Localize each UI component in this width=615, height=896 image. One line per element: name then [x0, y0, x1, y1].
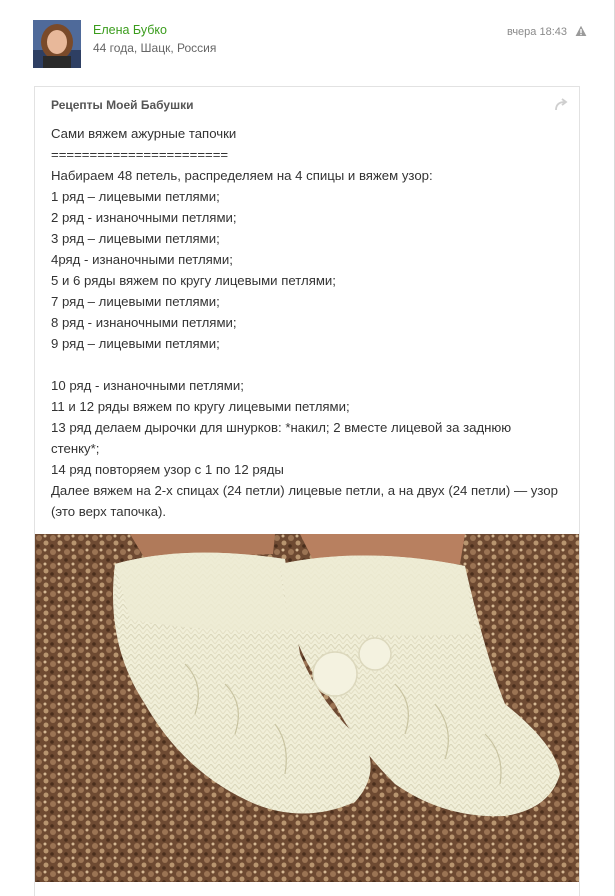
post-line: 8 ряд - изнаночными петлями; — [51, 315, 237, 330]
share-arrow-icon[interactable] — [553, 97, 569, 113]
group-title-link[interactable]: Рецепты Моей Бабушки — [51, 98, 194, 112]
post-line: Набираем 48 петель, распределяем на 4 спицы и вяжем узор: — [51, 168, 433, 183]
post-line: 5 и 6 ряды вяжем по кругу лицевыми петлями; — [51, 273, 336, 288]
warning-triangle-icon[interactable] — [575, 24, 587, 36]
post-line: 7 ряд – лицевыми петлями; — [51, 294, 220, 309]
post-author-header — [33, 20, 593, 72]
post-timestamp: вчера 18:43 — [506, 26, 567, 38]
post-line: Далее вяжем на 2-х спицах (24 петли) лицевые петли, а на двух (24 петли) — узор (это верх тапочка). — [51, 483, 558, 519]
post-line: 3 ряд – лицевыми петлями; — [51, 231, 220, 246]
post-line: 14 ряд повторяем узор с 1 по 12 ряды — [51, 462, 284, 477]
post-line: 11 и 12 ряды вяжем по кругу лицевыми петлями; — [51, 399, 350, 414]
post-line: 13 ряд делаем дырочки для шнурков: *накил; 2 вместе лицевой за заднюю стенку*; — [51, 420, 512, 456]
post-line: 2 ряд - изнаночными петлями; — [51, 210, 237, 225]
post-line: 9 ряд – лицевыми петлями; — [51, 336, 220, 351]
post-photo[interactable] — [35, 534, 579, 882]
post-line: 4ряд - изнаночными петлями; — [51, 252, 233, 267]
post-line: ======================= — [51, 147, 229, 162]
avatar[interactable] — [33, 20, 81, 68]
post-text — [51, 123, 561, 522]
post-line: 1 ряд – лицевыми петлями; — [51, 189, 220, 204]
post-line: Сами вяжем ажурные тапочки — [51, 126, 237, 141]
post-line: 10 ряд - изнаночными петлями; — [51, 378, 244, 393]
post-line-empty — [51, 354, 561, 375]
shared-post-card — [34, 86, 580, 896]
author-name-link[interactable]: Елена Бубко — [93, 23, 167, 37]
author-meta: 44 года, Шацк, Россия — [93, 41, 217, 55]
